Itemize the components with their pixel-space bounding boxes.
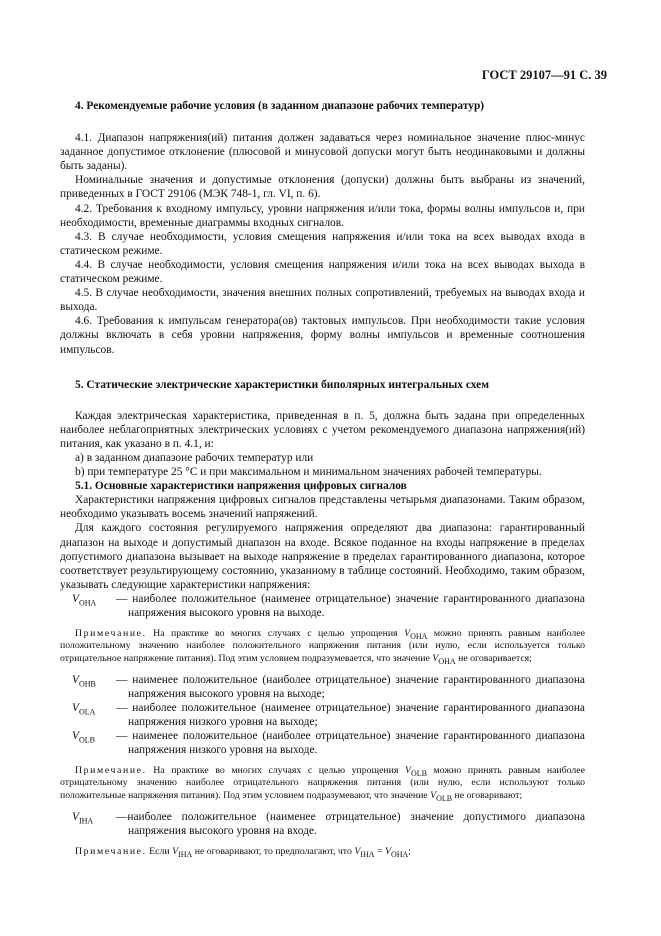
paragraph-4-1b: Номинальные значения и допустимые отклонения (допуски) должны быть выбраны из значений, приведенных в ГОСТ 29106 (МЭК 748-1, гл. VI, п. 6). bbox=[60, 174, 585, 201]
paragraph-4-5: 4.5. В случае необходимости, значения внешних полных сопротивлений, требуемых на выводах входа и выхода. bbox=[60, 287, 585, 314]
note-2: Примечание. На практике во многих случаях с целью упрощения $V_{OLB}$ можно принять равным наиболее отрицательному значению наиболее отрицательного напряжения питания (или нулю, если используют только положительные напряжения питания). Под этим условием подразумевают, что значение $V_{OLB}$ не оговаривают; bbox=[60, 765, 585, 803]
list-item-a: a) в заданном диапазоне рабочих температур или bbox=[75, 451, 314, 464]
symbol-vohb: $V_{OHB}$ bbox=[72, 673, 96, 688]
section-5-intro: Каждая электрическая характеристика, приведенная в п. 5, должна быть задана при определенных наиболее неблагоприятных электрических условиях с учетом рекомендуемого диапазона напряжения(ий) питания, как указано в п. 4.1, и: bbox=[60, 409, 585, 450]
paragraph-4-4: 4.4. В случае необходимости, условия смещения напряжения и/или тока на всех выводах выхода в статическом режиме. bbox=[60, 258, 585, 286]
definition-text: —наиболее положительное (наименее отрицательное) значение допустимого диапазона напряжения высокого уровня на входе. bbox=[116, 810, 585, 837]
definition-vola bbox=[60, 701, 585, 729]
section-5-title: 5. Статические электрические характеристики биполярных интегральных схем bbox=[75, 378, 489, 391]
paragraph-5-1b: Для каждого состояния регулируемого напряжения определяют два диапазона: гарантированный диапазон на выходе и допустимый диапазон на входе. Всякое поданное на входы напряжение в пределах допустимого диапазона вызывает на выходе напряжение в пределах гарантированного диапазона, которое соответствует результирующему состоянию, указанному в таблице состояний. Необходимо, таким образом, указывать следующие характеристики напряжения: bbox=[60, 522, 585, 591]
definition-text: — наиболее положительное (наименее отрицательное) значение гарантированного диапазона напряжения высокого уровня на выходе. bbox=[116, 592, 585, 619]
symbol-volb: $V_{OLB}$ bbox=[72, 730, 95, 745]
document-body bbox=[60, 96, 585, 866]
page-header: ГОСТ 29107—91 С. 39 bbox=[481, 68, 607, 82]
paragraph-4-3: 4.3. В случае необходимости, условия смещения напряжения и/или тока на всех выводах входа в статическом режиме. bbox=[60, 230, 585, 257]
paragraph-5-1a: Характеристики напряжения цифровых сигналов представлены четырьмя диапазонами. Таким образом, необходимо указывать восемь значений напряжений. bbox=[60, 494, 585, 521]
symbol-voha: $V_{OHA}$ bbox=[72, 592, 97, 608]
symbol-vola: $V_{OLA}$ bbox=[72, 701, 96, 717]
definition-voha bbox=[60, 592, 585, 620]
definition-viha bbox=[60, 810, 585, 838]
definition-vohb bbox=[60, 673, 585, 701]
definition-text: — наименее положительное (наиболее отрицательное) значение гарантированного диапазона напряжения низкого уровня на выходе. bbox=[116, 730, 585, 757]
paragraph-4-6: 4.6. Требования к импульсам генератора(ов) тактовых импульсов. При необходимости такие условия должны включать в себя уровни напряжения, форму волны импульсов и временные соотношения импульсов. bbox=[60, 315, 585, 356]
paragraph-4-2: 4.2. Требования к входному импульсу, уровни напряжения и/или тока, формы волны импульсов и, при необходимости, временные диаграммы входных сигналов. bbox=[60, 202, 585, 229]
list-item-b: b) при температуре 25 °С и при максимальном и минимальном значениях рабочей температуры. bbox=[75, 466, 542, 479]
definition-text: — наиболее положительное (наименее отрицательное) значение гарантированного диапазона напряжения низкого уровня на выходе; bbox=[116, 701, 585, 728]
symbol-viha: $V_{IHA}$ bbox=[72, 810, 94, 826]
definition-volb bbox=[60, 729, 585, 757]
section-4-title: 4. Рекомендуемые рабочие условия (в заданном диапазоне рабочих температур) bbox=[75, 100, 485, 112]
subsection-5-1-title: 5.1. Основные характеристики напряжения цифровых сигналов bbox=[75, 480, 407, 493]
note-3: Примечание. Если $V_{IHA}$ не оговаривают, то предполагают, что $V_{IHA} = V_{OHA}$; bbox=[75, 846, 412, 860]
definition-text: — наименее положительное (наиболее отрицательное) значение гарантированного диапазона напряжения высокого уровня на выходе; bbox=[116, 673, 585, 700]
paragraph-4-1: 4.1. Диапазон напряжения(ий) питания должен задаваться через номинальное значение плюс-минус заданное допустимое отклонение (плюсовой и минусовой допуски могут быть неодинаковыми и должны быть заданы). bbox=[60, 132, 585, 173]
note-1: Примечание. На практике во многих случаях с целью упрощения $V_{OHA}$ можно принять равным наиболее положительному значению наиболее положительного напряжения питания (или нулю, если используется только отрицательное напряжение питания). Под этим условием подразумевается, что значение $V_{OHA}$ не оговаривается; bbox=[60, 628, 586, 666]
